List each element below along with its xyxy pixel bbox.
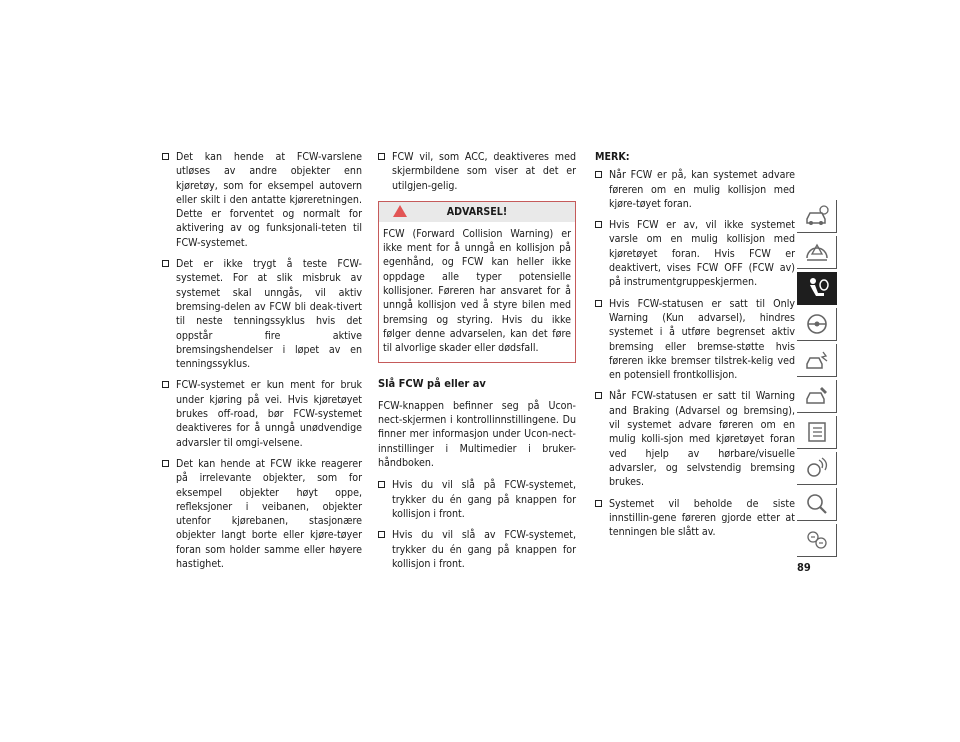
tab-language[interactable] — [797, 524, 837, 557]
tab-multimedia[interactable] — [797, 452, 837, 485]
warning-triangle-icon — [393, 205, 407, 217]
tab-dashboard[interactable] — [797, 236, 837, 269]
car-info-icon — [804, 204, 830, 228]
tab-safety[interactable] — [797, 272, 837, 305]
tab-service[interactable] — [797, 380, 837, 413]
list-item: Det kan hende at FCW-varslene utløses av andre objekter enn kjøretøy, som for eksempel autovern eller skilt i den antatte kjøreretningen. Dette er forventet og normalt for aktivering av og funksjonali-teten til FCW-systemet. — [162, 150, 362, 250]
list-item: Når FCW er på, kan systemet advare føreren om en mulig kollisjon med kjøre-tøyet foran. — [595, 168, 795, 211]
chapter-tabs — [797, 200, 841, 560]
list-item: FCW vil, som ACC, deaktiveres med skjermbildene som viser at det er utilgjen-gelig. — [378, 150, 576, 193]
media-icon — [804, 456, 830, 480]
bullet-list — [378, 478, 576, 571]
list-item: Hvis FCW er av, vil ikke systemet varsle om en mulig kollisjon med kjøretøyet foran. Hvis FCW er deaktivert, vises FCW OFF (FCW av) på instrumentgruppeskjermen. — [595, 218, 795, 289]
tab-emergency[interactable] — [797, 344, 837, 377]
bullet-list — [595, 168, 795, 539]
checklist-icon — [804, 420, 830, 444]
paragraph: FCW-knappen befinner seg på Ucon-nect-skjermen i kontrollinnstillingene. Du finner mer informasjon under Ucon-nect-innstillinger i Multimedier i bruker-håndboken. — [378, 399, 576, 470]
warning-header — [379, 202, 575, 222]
bullet-list — [378, 150, 576, 193]
search-icon — [804, 492, 830, 516]
column-2 — [378, 150, 576, 578]
list-item: Hvis du vil slå av FCW-systemet, trykker du én gang på knappen for kollisjon i front. — [378, 528, 576, 571]
note-label: MERK: — [595, 151, 630, 163]
bullet-list — [162, 150, 362, 571]
car-service-icon — [804, 384, 830, 408]
dashboard-warning-icon — [804, 240, 830, 264]
car-crash-icon — [804, 348, 830, 372]
language-icon — [804, 528, 830, 552]
tab-car-info[interactable] — [797, 200, 837, 233]
list-item: Når FCW-statusen er satt til Warning and Braking (Advarsel og bremsing), vil systemet advare føreren om en mulig kolli-sjon med kjøretøyet foran ved hjelp av hørbare/visuelle advarsler, og selvstendig bremsing brukes. — [595, 389, 795, 489]
list-item: Hvis du vil slå på FCW-systemet, trykker du én gang på knappen for kollisjon i front. — [378, 478, 576, 521]
warning-box — [378, 201, 576, 363]
tab-index[interactable] — [797, 488, 837, 521]
list-item: Systemet vil beholde de siste innstillin-gene føreren gjorde etter at tenningen ble slått av. — [595, 497, 795, 540]
tab-driving[interactable] — [797, 308, 837, 341]
column-1 — [162, 150, 362, 578]
page-number: 89 — [797, 561, 811, 574]
list-item: Det er ikke trygt å teste FCW-systemet. For at slik misbruk av systemet skal unngås, vil aktiv bremsing-delen av FCW bli deak-tivert til neste tenningssyklus hvis det oppstår fire aktive bremsingshendelser i løpet av en tenningssyklus. — [162, 257, 362, 371]
airbag-person-icon — [804, 276, 830, 300]
steering-wheel-icon — [804, 312, 830, 336]
warning-title: ADVARSEL! — [446, 205, 508, 218]
list-item: Hvis FCW-statusen er satt til Only Warning (Kun advarsel), hindres systemet i å utføre begrenset aktiv bremsing eller bremse-støtte hvis føreren ikke bremser tilstrek-kelig ved en potensiell frontkollisjon. — [595, 297, 795, 383]
column-3 — [595, 150, 795, 546]
list-item: FCW-systemet er kun ment for bruk under kjøring på vei. Hvis kjøretøyet brukes off-road, bør FCW-systemet deaktiveres for å unngå unødvendige advarsler til omgi-velsene. — [162, 378, 362, 449]
section-title: Slå FCW på eller av — [378, 376, 486, 390]
warning-body: FCW (Forward Collision Warning) er ikke ment for å unngå en kollisjon på egenhånd, og FCW kan heller ikke oppdage alle typer potensielle kollisjoner. Føreren har ansvaret for å unngå kollisjon ved å styre bilen med bremsing og styring. Hvis du ikke følger denne advarselen, kan det føre til alvorlige skader eller dødsfall. — [383, 227, 571, 355]
list-item: Det kan hende at FCW ikke reagerer på irrelevante objekter, som for eksempel objekter høyt oppe, refleksjoner i veibanen, objekter utenfor kjørebanen, stasjonære objekter langt borte eller kjøre-tøyer foran som holder samme eller høyere hastighet. — [162, 457, 362, 571]
tab-specifications[interactable] — [797, 416, 837, 449]
